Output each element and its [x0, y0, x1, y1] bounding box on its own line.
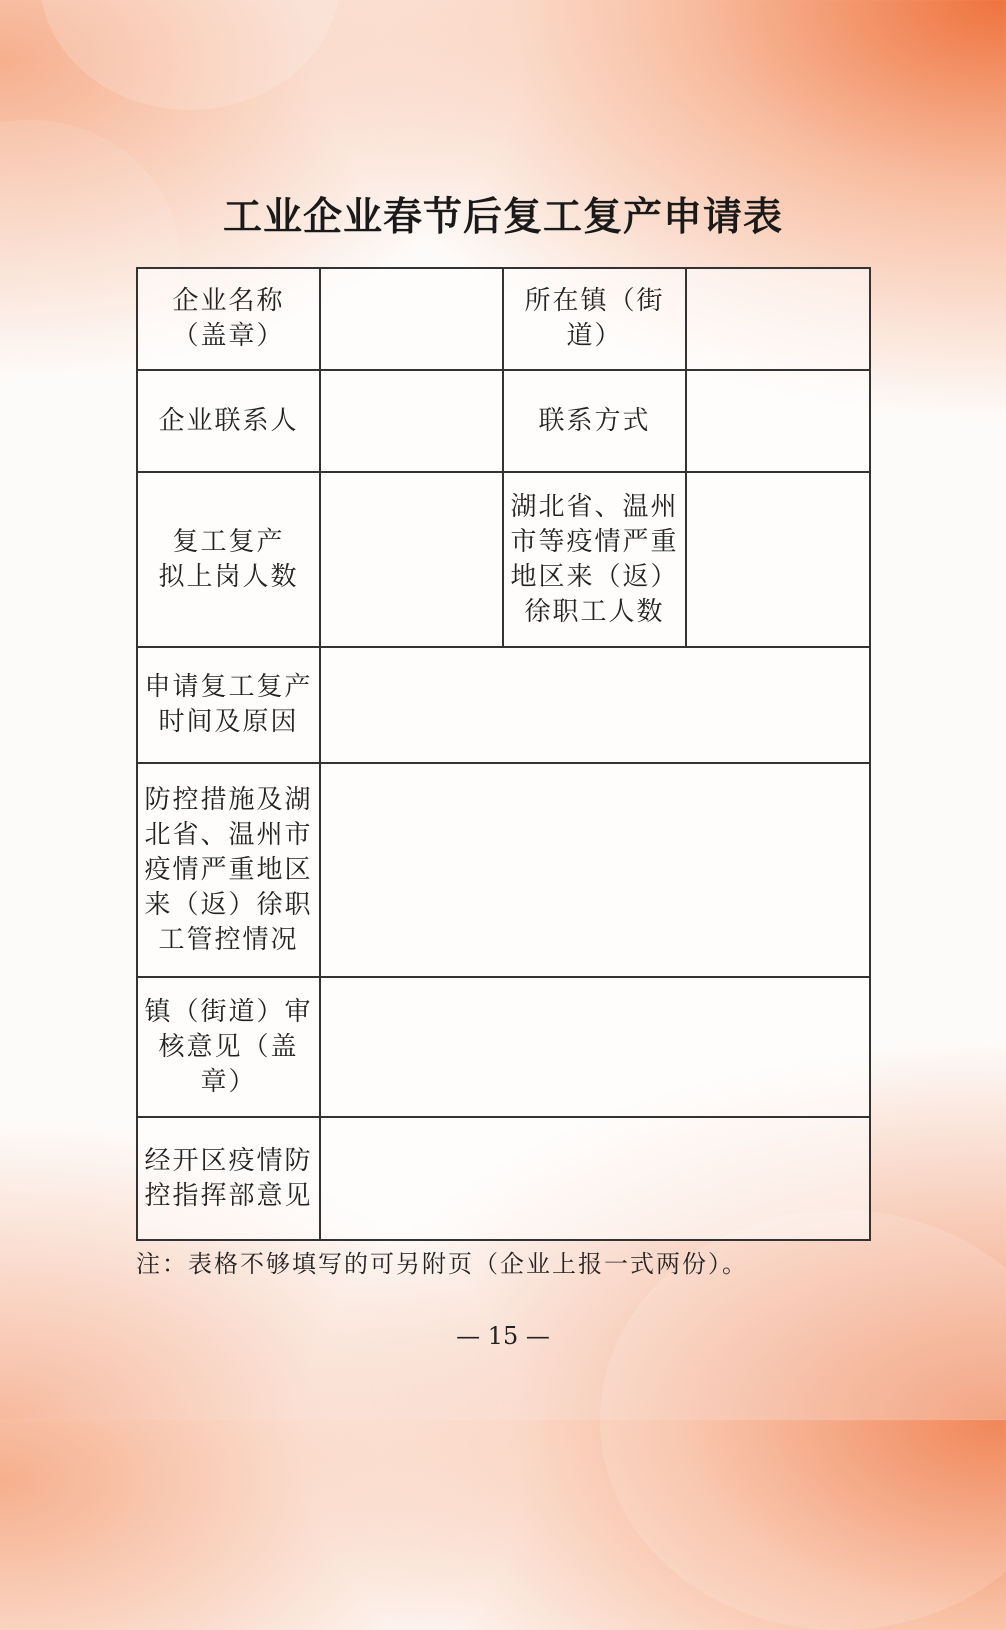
- table-row: [137, 370, 870, 472]
- zone-opinion-field[interactable]: [320, 1117, 870, 1240]
- town-review-label: 镇（街道）审 核意见（盖章）: [137, 977, 320, 1117]
- town-label: 所在镇（街道）: [503, 268, 686, 370]
- apply-time-reason-label: 申请复工复产 时间及原因: [137, 647, 320, 763]
- table-row: [137, 763, 870, 977]
- prevention-measures-label: 防控措施及湖 北省、温州市 疫情严重地区 来（返）徐职 工管控情况: [137, 763, 320, 977]
- contact-person-label: 企业联系人: [137, 370, 320, 472]
- epidemic-staff-field[interactable]: [686, 472, 870, 647]
- contact-method-field[interactable]: [686, 370, 870, 472]
- contact-method-label: 联系方式: [503, 370, 686, 472]
- prevention-measures-field[interactable]: [320, 763, 870, 977]
- decorative-circle: [40, 0, 340, 110]
- contact-person-field[interactable]: [320, 370, 503, 472]
- company-name-label: 企业名称 （盖章）: [137, 268, 320, 370]
- table-row: [137, 977, 870, 1117]
- planned-staff-field[interactable]: [320, 472, 503, 647]
- form-title: 工业企业春节后复工复产申请表: [222, 194, 783, 240]
- epidemic-staff-label: 湖北省、温州 市等疫情严重 地区来（返） 徐职工人数: [503, 472, 686, 647]
- zone-opinion-label: 经开区疫情防 控指挥部意见: [137, 1117, 320, 1240]
- table-row: [137, 647, 870, 763]
- apply-time-reason-field[interactable]: [320, 647, 870, 763]
- footnote: 注：表格不够填写的可另附页（企业上报一式两份）。: [136, 1250, 748, 1278]
- table-row: [137, 472, 870, 647]
- town-review-field[interactable]: [320, 977, 870, 1117]
- application-form-table: [136, 267, 871, 1241]
- table-row: [137, 1117, 870, 1240]
- company-name-field[interactable]: [320, 268, 503, 370]
- table-row: [137, 268, 870, 370]
- town-field[interactable]: [686, 268, 870, 370]
- planned-staff-label: 复工复产 拟上岗人数: [137, 472, 320, 647]
- page-number: — 15 —: [456, 1322, 550, 1350]
